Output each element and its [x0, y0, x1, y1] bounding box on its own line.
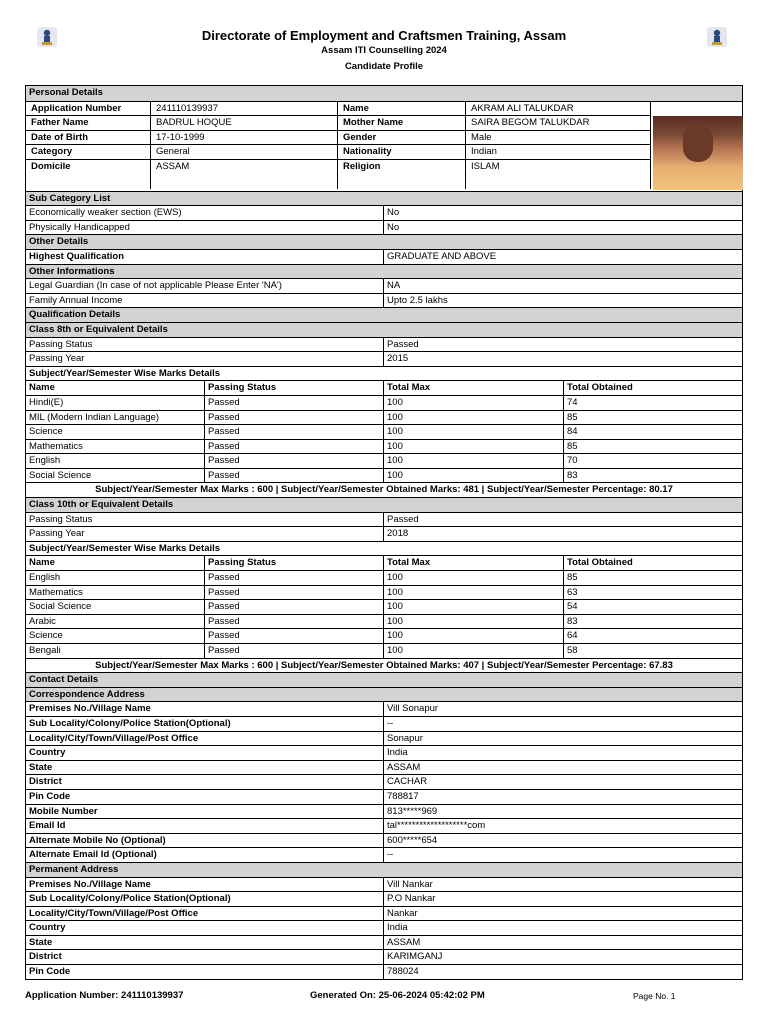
detail-row [26, 760, 742, 775]
field-value: No [387, 221, 400, 233]
field-value: Sonapur [387, 732, 423, 744]
section-other-details: Other Details [26, 234, 742, 249]
class10-marks-title: Subject/Year/Semester Wise Marks Details [26, 541, 742, 556]
detail-row [26, 205, 742, 220]
table-cell: Bengali [26, 644, 205, 658]
field-label: Country [26, 921, 384, 935]
table-cell: Social Science [26, 600, 205, 614]
personal-row [26, 116, 651, 131]
field-label: Domicile [26, 160, 151, 189]
field-label: Sub Locality/Colony/Police Station(Optional) [26, 892, 384, 906]
table-row [26, 643, 742, 658]
class8-marks-title: Subject/Year/Semester Wise Marks Details [26, 366, 742, 381]
table-cell: 70 [567, 455, 578, 467]
class10-marks-table [26, 555, 742, 657]
detail-row [26, 964, 742, 979]
page-subtitle: Assam ITI Counselling 2024 [321, 45, 447, 56]
field-value: General [151, 145, 338, 160]
detail-row [26, 804, 742, 819]
detail-row [26, 906, 742, 921]
document-title: Candidate Profile [344, 61, 424, 72]
table-cell: Passed [205, 469, 384, 483]
field-label: Premises No./Village Name [26, 702, 384, 716]
table-cell: Passed [205, 629, 384, 643]
marks-header-row [26, 380, 742, 395]
field-label: Passing Year [26, 527, 384, 541]
detail-row [26, 847, 742, 862]
field-value: 788817 [387, 790, 419, 802]
table-row [26, 599, 742, 614]
detail-row [26, 701, 742, 716]
field-label: Country [26, 746, 384, 760]
field-value: Passed [387, 513, 419, 525]
table-cell: Social Science [26, 469, 205, 483]
column-header: Passing Status [205, 556, 384, 570]
field-value: Upto 2.5 lakhs [387, 294, 448, 306]
table-row [26, 453, 742, 468]
table-cell: Passed [205, 454, 384, 468]
detail-row [26, 833, 742, 848]
column-header: Total Obtained [567, 557, 633, 569]
table-cell: 85 [567, 440, 578, 452]
field-value: BADRUL HOQUE [151, 116, 338, 131]
table-cell: Passed [205, 411, 384, 425]
field-label: Locality/City/Town/Village/Post Office [26, 907, 384, 921]
field-label: Application Number [26, 102, 151, 117]
field-label: Father Name [26, 116, 151, 131]
section-permanent-address: Permanent Address [26, 862, 742, 877]
table-cell: Mathematics [26, 586, 205, 600]
field-value: India [387, 747, 408, 759]
column-header: Name [26, 556, 205, 570]
footer-application-number: Application Number: 241110139937 [25, 990, 184, 1001]
detail-row [26, 512, 742, 527]
field-value: ISLAM [466, 160, 651, 189]
table-row [26, 570, 742, 585]
section-qualification-details: Qualification Details [26, 307, 742, 322]
detail-row [26, 789, 742, 804]
class8-marks-summary: Subject/Year/Semester Max Marks : 600 | Subject/Year/Semester Obtained Marks: 481 | Subject/Year/Semester Percentage: 80.17 [26, 482, 742, 497]
other-details-list [26, 249, 742, 264]
table-cell: 83 [567, 469, 578, 481]
detail-row [26, 337, 742, 352]
sub-category-list [26, 205, 742, 234]
detail-row [26, 877, 742, 892]
footer-page-number: Page No. 1 [633, 991, 676, 1001]
detail-row [26, 920, 742, 935]
table-cell: Passed [205, 586, 384, 600]
column-header: Passing Status [205, 381, 384, 395]
field-value: No [387, 207, 400, 219]
detail-row [26, 949, 742, 964]
class8-details [26, 337, 742, 366]
table-cell: 100 [384, 425, 564, 439]
table-cell: 100 [384, 615, 564, 629]
field-value: 241110139937 [151, 102, 338, 117]
marks-header-row [26, 555, 742, 570]
field-label: Pin Code [26, 965, 384, 979]
table-cell: 54 [567, 601, 578, 613]
field-label: Gender [338, 131, 466, 146]
table-cell: 100 [384, 629, 564, 643]
correspondence-address-list [26, 701, 742, 862]
table-cell: Mathematics [26, 440, 205, 454]
table-cell: English [26, 571, 205, 585]
table-row [26, 468, 742, 483]
field-label: Premises No./Village Name [26, 878, 384, 892]
field-label: District [26, 775, 384, 789]
field-label: State [26, 936, 384, 950]
table-row [26, 585, 742, 600]
table-cell: 63 [567, 586, 578, 598]
field-label: Alternate Mobile No (Optional) [26, 834, 384, 848]
table-cell: 74 [567, 396, 578, 408]
field-value: P.O Nankar [387, 893, 436, 905]
column-header: Total Max [384, 556, 564, 570]
table-cell: 58 [567, 645, 578, 656]
personal-row [26, 160, 651, 189]
detail-row [26, 716, 742, 731]
field-label: Pin Code [26, 790, 384, 804]
table-cell: 100 [384, 396, 564, 410]
table-cell: Science [26, 629, 205, 643]
personal-details-grid [26, 102, 651, 189]
table-row [26, 395, 742, 410]
column-header: Total Max [384, 381, 564, 395]
section-sub-category: Sub Category List [26, 191, 742, 206]
field-value: Vill Sonapur [387, 703, 439, 715]
field-label: Email Id [26, 819, 384, 833]
detail-row [26, 278, 742, 293]
table-cell: Passed [205, 425, 384, 439]
field-value: SAIRA BEGOM TALUKDAR [466, 116, 651, 131]
field-value: -- [387, 717, 394, 729]
field-value: 2018 [387, 528, 409, 540]
permanent-address-list [26, 877, 742, 979]
field-value: 600*****654 [387, 834, 438, 846]
field-value: GRADUATE AND ABOVE [387, 250, 497, 262]
field-value: Indian [466, 145, 651, 160]
detail-row [26, 745, 742, 760]
field-value: CACHAR [387, 776, 428, 788]
field-label: Physically Handicapped [26, 221, 384, 235]
table-cell: Passed [205, 600, 384, 614]
detail-row [26, 774, 742, 789]
detail-row [26, 220, 742, 235]
field-value: ASSAM [387, 936, 421, 948]
field-value: Male [466, 131, 651, 146]
field-value: NA [387, 280, 401, 292]
detail-row [26, 935, 742, 950]
table-cell: Hindi(E) [26, 396, 205, 410]
field-value: 788024 [387, 966, 419, 978]
table-cell: 100 [384, 600, 564, 614]
detail-row [26, 818, 742, 833]
field-label: Date of Birth [26, 131, 151, 146]
field-label: Mother Name [338, 116, 466, 131]
detail-row [26, 293, 742, 308]
field-label: Passing Status [26, 338, 384, 352]
field-label: State [26, 761, 384, 775]
field-value: ASSAM [151, 160, 338, 189]
field-label: Nationality [338, 145, 466, 160]
table-cell: 100 [384, 469, 564, 483]
other-informations-list [26, 278, 742, 307]
table-cell: English [26, 454, 205, 468]
table-cell: 100 [384, 586, 564, 600]
field-value: tal*******************com [387, 820, 486, 832]
field-label: Mobile Number [26, 805, 384, 819]
table-row [26, 614, 742, 629]
field-value: AKRAM ALI TALUKDAR [466, 102, 651, 117]
table-cell: 100 [384, 440, 564, 454]
table-cell: Arabic [26, 615, 205, 629]
field-value: Vill Nankar [387, 878, 433, 890]
field-label: Sub Locality/Colony/Police Station(Optional) [26, 717, 384, 731]
field-label: Category [26, 145, 151, 160]
section-other-informations: Other Informations [26, 264, 742, 279]
table-cell: MIL (Modern Indian Language) [26, 411, 205, 425]
table-cell: Passed [205, 615, 384, 629]
field-label: Family Annual Income [26, 294, 384, 308]
field-label: Legal Guardian (In case of not applicable Please Enter 'NA') [26, 279, 384, 293]
table-cell: 100 [384, 454, 564, 468]
field-label: Passing Year [26, 352, 384, 366]
section-class8: Class 8th or Equivalent Details [26, 322, 742, 337]
table-cell: Passed [205, 440, 384, 454]
footer-generated-on: Generated On: 25-06-2024 05:42:02 PM [310, 990, 485, 1001]
field-value: ASSAM [387, 761, 421, 773]
class10-details [26, 512, 742, 541]
field-label: Passing Status [26, 513, 384, 527]
table-cell: Science [26, 425, 205, 439]
field-value: Passed [387, 338, 419, 350]
detail-row [26, 526, 742, 541]
candidate-photo [653, 116, 743, 190]
section-contact-details: Contact Details [26, 672, 742, 687]
field-value: KARIMGANJ [387, 951, 443, 963]
table-row [26, 628, 742, 643]
personal-row [26, 102, 651, 117]
field-label: Alternate Email Id (Optional) [26, 848, 384, 862]
table-cell: 85 [567, 411, 578, 423]
field-value: 2015 [387, 353, 409, 365]
field-label: Highest Qualification [26, 250, 384, 264]
table-cell: 100 [384, 411, 564, 425]
field-value: 813*****969 [387, 805, 438, 817]
column-header: Total Obtained [567, 382, 633, 394]
table-row [26, 410, 742, 425]
table-row [26, 424, 742, 439]
table-cell: Passed [205, 571, 384, 585]
section-class10: Class 10th or Equivalent Details [26, 497, 742, 512]
table-cell: Passed [205, 644, 384, 658]
table-cell: Passed [205, 396, 384, 410]
field-label: Name [338, 102, 466, 117]
class10-marks-summary: Subject/Year/Semester Max Marks : 600 | Subject/Year/Semester Obtained Marks: 407 | Subject/Year/Semester Percentage: 67.83 [26, 658, 742, 673]
field-value: 17-10-1999 [151, 131, 338, 146]
personal-row [26, 145, 651, 160]
table-cell: 83 [567, 615, 578, 627]
candidate-profile-sheet [25, 85, 743, 980]
section-personal-details: Personal Details [26, 86, 742, 101]
table-cell: 100 [384, 644, 564, 658]
table-cell: 85 [567, 572, 578, 584]
personal-details-block [26, 101, 742, 191]
table-cell: 64 [567, 630, 578, 642]
detail-row [26, 891, 742, 906]
table-cell: 100 [384, 571, 564, 585]
field-value: India [387, 922, 408, 934]
field-label: Locality/City/Town/Village/Post Office [26, 732, 384, 746]
page-title: Directorate of Employment and Craftsmen Training, Assam [201, 28, 567, 43]
field-value: Nankar [387, 907, 418, 919]
detail-row [26, 351, 742, 366]
field-value: -- [387, 849, 394, 861]
personal-row [26, 131, 651, 146]
detail-row [26, 731, 742, 746]
column-header: Name [26, 381, 205, 395]
detail-row [26, 249, 742, 264]
table-cell: 84 [567, 426, 578, 438]
class8-marks-table [26, 380, 742, 482]
section-correspondence-address: Correspondence Address [26, 687, 742, 702]
table-row [26, 439, 742, 454]
field-label: Economically weaker section (EWS) [26, 206, 384, 220]
field-label: District [26, 950, 384, 964]
field-label: Religion [338, 160, 466, 189]
